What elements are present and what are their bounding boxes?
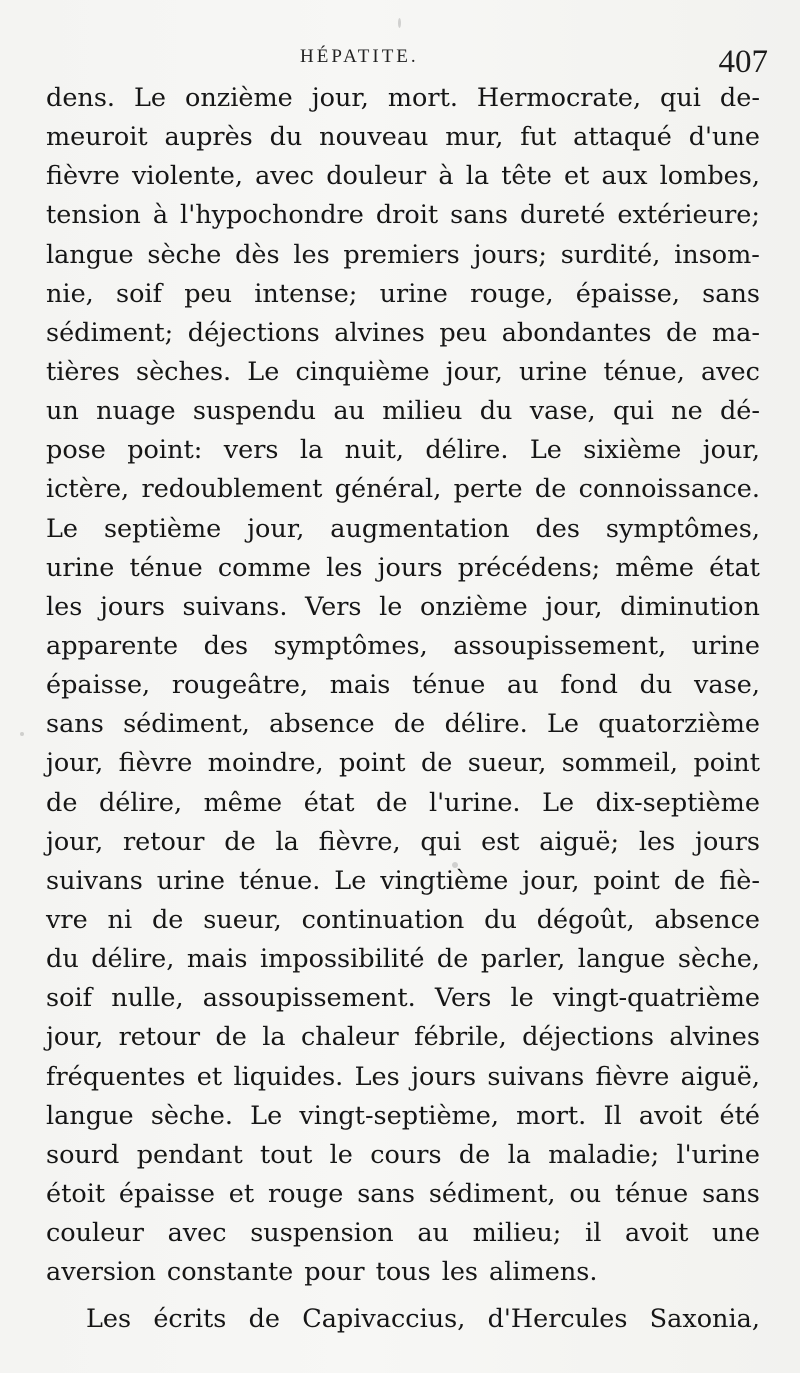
word: l'hypochondre [180,200,364,231]
word: avec [700,356,760,387]
word: sans [357,1178,415,1209]
word: jour, [247,513,305,544]
word: sueur, [467,748,547,779]
word: sourd [46,1139,120,1170]
word: de [215,1022,247,1053]
word: urine [46,552,115,583]
word: Les [86,1304,132,1335]
word: tout [260,1139,313,1170]
word: une [712,1218,760,1249]
word: état [709,552,760,583]
word: Hermocrate, [476,83,642,113]
text-line [46,784,760,823]
word: qui [420,826,462,857]
word: absence [654,904,760,935]
word: lombes, [659,161,760,192]
word: à [438,161,454,192]
word: symptômes, [605,513,760,544]
word: onzième [419,591,528,622]
word: point: [127,435,203,466]
text-line [46,236,760,275]
text-line [46,196,760,235]
text-line [46,314,760,353]
word: mur, [445,122,504,153]
word: les [293,239,330,270]
word: est [481,826,520,857]
word: mort. [516,1100,587,1131]
word: de [151,904,184,935]
word: ne [671,396,703,427]
print-speck [398,18,401,28]
word: rouge, [470,278,554,309]
word: Les [354,1061,400,1092]
word: pose [46,435,106,466]
text-line [46,118,760,157]
word: de [393,709,426,740]
word: couleur [46,1218,144,1249]
word: fond [560,670,618,701]
word: Il [603,1100,622,1131]
word: Le [542,787,575,818]
word: absence [269,709,375,740]
word: les [441,1257,479,1288]
word: ou [569,1178,602,1209]
word: de [420,748,453,779]
word: avec [167,1218,227,1249]
word: vase, [694,670,760,701]
word: augmentation [330,513,510,544]
word: au [507,670,539,701]
word: de- [719,83,760,113]
word: rougeâtre, [171,670,309,701]
word: alvines [334,317,425,348]
word: urine [379,278,448,309]
word: déjections [522,1022,655,1053]
word: constante [166,1257,294,1288]
word: tières [46,356,120,387]
word: insom- [674,239,760,270]
word: épaisse [118,1178,215,1209]
word: du [46,944,79,975]
word: urine [519,356,588,387]
word: jour, [311,83,369,113]
text-line [46,1253,760,1292]
word: jour, [46,1022,104,1053]
word: tension [46,200,141,231]
text-line [46,823,760,862]
word: fièvre [46,161,120,192]
word: fièvre, [318,826,401,857]
word: délire. [444,709,528,740]
word: jour, [702,435,760,466]
word: sèche. [150,1100,233,1131]
text-line [46,470,760,509]
word: continuation [301,904,465,935]
text-line [46,979,760,1018]
word: diminution [620,591,760,622]
word: langue [46,1100,134,1131]
word: fièvre [595,1061,670,1092]
word: jours [411,1061,477,1092]
word: Saxonia, [649,1304,760,1335]
word: point [339,748,406,779]
word: intense; [254,278,358,309]
word: écrits [153,1304,227,1335]
word: jour, [522,865,580,896]
word: suspendu [192,396,317,427]
body-text [46,79,760,1340]
word: ténue [129,552,203,583]
word: dureté [520,200,606,231]
word: comme [217,552,311,583]
word: la [262,1022,286,1053]
word: suspension [250,1218,394,1249]
word: point [593,865,660,896]
word: du [479,396,513,427]
word: général, [334,474,442,505]
word: Capivaccius, [302,1304,466,1335]
text-line [46,862,760,901]
word: de [665,317,698,348]
word: au [417,1218,449,1249]
word: ictère, [46,474,130,505]
word: épaisse, [46,670,151,701]
word: milieu; [472,1218,562,1249]
running-title: HÉPATITE. [300,46,419,67]
word: avoit [625,1218,689,1249]
word: surdité, [560,239,661,270]
word: été [719,1100,760,1131]
word: chaleur [300,1022,399,1053]
text-line [46,275,760,314]
word: maladie; [548,1139,660,1170]
text-line [46,940,760,979]
word: quatorzième [598,709,760,740]
word: jours; [473,239,548,270]
word: milieu [382,396,463,427]
word: dé- [719,396,760,427]
word: de [534,474,567,505]
text-line [46,1018,760,1057]
word: tête [501,161,552,192]
word: dégoût, [536,904,635,935]
word: Le [247,356,280,387]
word: délire. [425,435,509,466]
word: et [564,161,590,192]
word: avoit [638,1100,703,1131]
word: ténue [614,1178,689,1209]
word: meuroit [46,122,148,153]
word: cinquième [295,356,430,387]
word: Le [134,83,167,113]
word: langue [577,944,666,975]
text-line [46,157,760,196]
word: jours [377,552,443,583]
word: cours [370,1139,442,1170]
word: aiguë; [539,826,620,857]
word: d'Hercules [487,1304,628,1335]
word: mais [186,944,248,975]
text-line [46,1214,760,1253]
word: vre [46,904,88,935]
word: rouge [267,1178,344,1209]
word: de [458,1139,491,1170]
word: auprès [164,122,253,153]
word: nulle, [111,983,184,1014]
word: septième [103,513,222,544]
word: nuage [96,396,176,427]
word: suivans. [182,591,288,622]
word: abondantes [501,317,652,348]
word: nouveau [319,122,429,153]
word: les [46,591,83,622]
word: du [639,670,673,701]
word: pendant [136,1139,243,1170]
word: sueur, [203,904,282,935]
word: extérieure; [617,200,760,231]
text-line [46,1175,760,1214]
word: jour, [46,748,104,779]
word: vingtième [380,865,509,896]
word: de [224,826,256,857]
word: aiguë, [680,1061,760,1092]
word: de [376,787,408,818]
word: droit [375,200,439,231]
word: symptômes, [273,630,428,661]
word: sédiment; [46,317,174,348]
word: ténue [412,670,486,701]
text-line [46,588,760,627]
word: parler, [480,944,566,975]
word: les [638,826,676,857]
text-line [46,392,760,431]
word: vers [223,435,279,466]
text-line [46,705,760,744]
word: retour [118,1022,201,1053]
word: et [196,1061,223,1092]
word: de [46,787,78,818]
word: assoupissement. [202,983,416,1014]
word: alvines [669,1022,760,1053]
word: mort. [387,83,458,113]
word: soif [46,983,93,1014]
word: nie, [46,278,94,309]
word: premiers [343,239,460,270]
word: et [228,1178,255,1209]
word: ténue, [603,356,685,387]
word: vingt-septième, [299,1100,499,1131]
word: dès [235,239,280,270]
word: l'urine. [428,787,521,818]
word: vase, [529,396,596,427]
word: sixième [583,435,682,466]
word: Le [334,865,367,896]
text-line [46,431,760,470]
word: connoissance. [578,474,760,505]
word: épaisse, [575,278,680,309]
word: fièvre [118,748,193,779]
word: urine [156,865,226,896]
word: suivans [46,865,143,896]
word: même [615,552,694,583]
word: au [333,396,365,427]
word: peu [184,278,233,309]
word: fut [520,122,557,153]
word: sans [450,200,508,231]
word: point [693,748,760,779]
word: jour, [46,826,104,857]
word: le [329,1139,353,1170]
word: un [46,396,79,427]
word: la [507,1139,531,1170]
word: sans [702,1178,760,1209]
word: fréquentes [46,1061,186,1092]
word: Le [546,709,579,740]
word: aux [601,161,648,192]
word: sédiment, [428,1178,556,1209]
word: l'urine [676,1139,760,1170]
word: mais [329,670,391,701]
word: redoublement [141,474,323,505]
word: dens. [46,83,116,113]
text-line [46,510,760,549]
word: sédiment, [123,709,250,740]
word: aversion [46,1257,156,1288]
text-line [46,353,760,392]
word: ni [107,904,133,935]
word: à [152,200,169,231]
word: jour, [545,591,603,622]
word: Le [529,435,562,466]
word: sèches. [136,356,232,387]
text-line [46,1300,760,1339]
word: peu [439,317,488,348]
word: onzième [185,83,293,113]
word: assoupissement, [453,630,667,661]
word: ma- [711,317,760,348]
word: Vers [434,983,492,1014]
word: langue [46,239,134,270]
word: qui [612,396,654,427]
word: vingt-quatrième [552,983,760,1014]
word: le [379,591,403,622]
word: soif [115,278,163,309]
word: moindre, [207,748,324,779]
word: liquides. [233,1061,344,1092]
word: le [510,983,534,1014]
word: suivans [487,1061,585,1092]
word: jours [99,591,165,622]
word: déjections [187,317,320,348]
word: fébrile, [414,1022,507,1053]
print-speck [20,732,24,736]
word: avec [255,161,315,192]
print-speck [452,862,458,868]
text-line [46,1097,760,1136]
word: délire, [91,944,175,975]
word: état [303,787,355,818]
word: attaqué [573,122,672,153]
word: tous [375,1257,431,1288]
word: dix-septième [595,787,760,818]
word: impossibilité [259,944,425,975]
text-line [46,666,760,705]
text-line [46,901,760,940]
word: de [248,1304,281,1335]
word: jour, [445,356,503,387]
word: les [326,552,363,583]
page-number: 407 [718,44,768,80]
text-line [46,1058,760,1097]
word: des [535,513,580,544]
word: la [465,161,490,192]
word: sèche [147,239,222,270]
word: la [275,826,299,857]
text-line [46,1136,760,1175]
text-line [46,549,760,588]
word: jours [695,826,760,857]
word: qui [660,83,701,113]
word: du [269,122,303,153]
word: douleur [326,161,427,192]
word: Le [46,513,79,544]
word: de [673,865,706,896]
word: la [299,435,324,466]
word: fiè- [719,865,760,896]
word: étoit [46,1178,106,1209]
word: ténue. [238,865,321,896]
word: apparente [46,630,179,661]
word: délire, [98,787,183,818]
word: urine [691,630,760,661]
word: précédens; [457,552,601,583]
word: sommeil, [561,748,679,779]
word: sèche, [677,944,760,975]
word: alimens. [489,1257,598,1288]
word: Le [250,1100,283,1131]
word: pour [304,1257,365,1288]
word: violente, [131,161,243,192]
word: retour [122,826,205,857]
word: des [203,630,249,661]
text-line [46,744,760,783]
word: perte [453,474,523,505]
word: du [484,904,517,935]
text-line [46,79,760,118]
word: de [436,944,469,975]
word: nuit, [344,435,404,466]
word: même [203,787,283,818]
word: Vers [305,591,362,622]
word: il [585,1218,602,1249]
word: sans [46,709,104,740]
word: sans [702,278,760,309]
paragraph-gap [46,1292,760,1300]
text-line [46,627,760,666]
word: d'une [688,122,760,153]
